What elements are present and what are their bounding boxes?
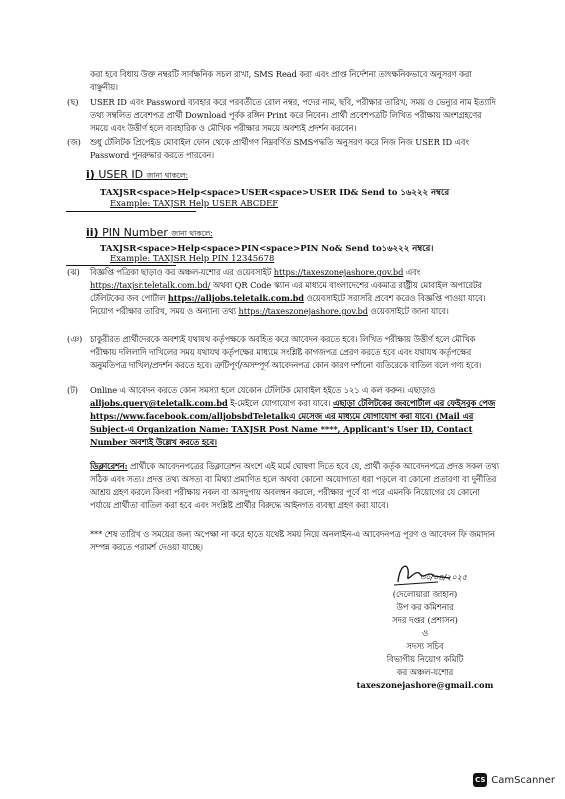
jha-link-4[interactable]: https://taxeszonejashore.gov.bd bbox=[238, 306, 368, 316]
item-ta-text bbox=[90, 384, 500, 449]
pin-sms-example: Example: TAXJSR Help PIN 12345678 bbox=[110, 254, 275, 264]
user-id-sms-example: Example: TAXJSR Help USER ABCDEF bbox=[110, 199, 279, 209]
user-id-heading-label: USER ID bbox=[98, 168, 144, 181]
camscanner-text: CamScanner bbox=[491, 774, 555, 786]
item-chha-text: USER ID এবং Password ব্যবহার করে পরবর্তীতে রোল নম্বর, পদের নাম, ছবি, পরীক্ষার তারিখ, সময় ও ভেন্যুর নাম ইত্যাদি তথ্য সম্বলিত প্রবেশপত্র প্রার্থী Download পূর্বক রঙ্গিন Print করে নিবেন। প্রার্থী প্রবেশপত্রটি লিখিত পরীক্ষায় অংশগ্রহণের সময়ে এবং উত্তীর্ণ হলে ব্যবহারিক ও মৌখিক পরীক্ষার সময়ে অবশ্যই প্রদর্শন করবেন। bbox=[90, 97, 496, 133]
jha-link-1[interactable]: https://taxeszonejashore.gov.bd bbox=[273, 267, 404, 277]
jha-link-3[interactable]: https://alljobs.teletalk.com.bd bbox=[167, 293, 305, 303]
declaration-paragraph bbox=[90, 460, 500, 512]
item-label-nya: (ঞ) bbox=[67, 334, 83, 344]
signatory-title-2: সদর দপ্তর (প্রশাসন) bbox=[392, 615, 458, 625]
item-jha-text bbox=[90, 266, 500, 318]
camscanner-icon: CS bbox=[473, 773, 487, 787]
signatory-title-1: উপ কর কমিশনার bbox=[396, 602, 454, 612]
pin-heading bbox=[86, 226, 213, 241]
jha-text-c: অথবা QR Code স্ক্যান এর মাধ্যমে বাংলাদেশের একমাত্র রাষ্ট্রীয় মোবাইল অপারেটর টেলিটকের জব পোর্টাল bbox=[90, 280, 482, 303]
ta-email-link[interactable]: alljobs.query@teletalk.com.bd bbox=[90, 398, 228, 408]
item-label-jha: (ঝ) bbox=[67, 267, 80, 277]
jha-text-e: ওয়েবসাইটে জানা যাবে। bbox=[367, 306, 449, 316]
signatory-title-5: কর অঞ্চল-যশোর bbox=[396, 667, 454, 677]
item-label-chha: (ছ) bbox=[67, 97, 79, 107]
pin-heading-suffix: জানা থাকলে: bbox=[171, 229, 213, 238]
jha-text-d: ওয়েবসাইটে সরাসরি প্রবেশ করেও বিজ্ঞপ্তি পাওয়া যাবে। নিয়োগ পরীক্ষার তারিখ, সময় ও অন্যান্য তথ্য bbox=[90, 293, 486, 316]
pin-heading-num: ii) bbox=[86, 226, 99, 239]
signatory-title-3: সদস্য সচিব bbox=[406, 641, 444, 651]
signatory-title-4: বিভাগীয় নিয়োগ কমিটি bbox=[386, 654, 464, 664]
ta-text-a: Online এ আবেদন করতে কোন সমস্যা হলে যেকোন টেলিটক মোবাইল হইতে ১২১ এ কল করুন। এছাড়াও bbox=[90, 385, 436, 395]
ta-text-c: এছাড়া টেলিটকের জবপোর্টাল এর ফেইসবুক পেজ https://www.facebook.com/alljobsbdTeletalkএ মেসেজ এর মাধ্যমে যোগাযোগ করা যাবে। (Mail এর Subject-এ Organization Name: TAXJSR Post Name ****, Applicant's User ID, Contact Number অবশ্যই উল্লেখ করতে হবে। bbox=[90, 398, 496, 447]
declaration-label: ডিক্লারেশন: bbox=[90, 461, 128, 471]
footnote: *** শেষ তারিখ ও সময়ের জন্য অপেক্ষা না করে হাতে যথেষ্ট সময় নিয়ে অনলাইন-এ আবেদনপত্র পূরণ ও আবেদন ফি জমাদান সম্পন্ন করতে পরামর্শ দেওয়া যাচ্ছে। bbox=[90, 529, 495, 552]
pin-sms-command: TAXJSR<space>Help<space>PIN<space>PIN No& Send to১৬২২২ নম্বরে। bbox=[100, 244, 434, 254]
declaration-text: প্রার্থীকে আবেদনপত্রের ডিক্লারেশন অংশে এই মর্মে ঘোষণা দিতে হবে যে, প্রার্থী কর্তৃক আবেদনপত্রে প্রদত্ত সকল তথ্য সঠিক এবং সত্য। প্রদত্ত তথ্য অসত্য বা মিথ্যা প্রমাণিত হলে অথবা কোনো অযোগ্যতা ধরা পড়লে বা কোনো প্রতারণা বা দুর্নীতির আশ্রয় গ্রহণ করলে কিংবা পরীক্ষায় নকল বা অসদুপায় অবলম্বন করলে, পরীক্ষার পূর্বে বা পরে এমনকি নিয়োগের যে কোনো পর্যায়ে প্রার্থীতা বাতিল করা হবে এবং সংশ্লিষ্ট প্রার্থীর বিরুদ্ধে আইনগত ব্যবস্থা গ্রহণ করা যাবে। bbox=[90, 461, 500, 510]
ta-text-b: ই-মেইলে যোগাযোগ করা যাবে। bbox=[227, 398, 334, 408]
jha-text-b: এবং bbox=[403, 267, 421, 277]
user-id-heading-suffix: জানা থাকলে: bbox=[146, 171, 188, 180]
item-nya-text: চাকুরীরত প্রার্থীদেরকে অবশ্যই যথাযথ কর্তৃপক্ষকে অবহিত করে আবেদন করতে হবে। লিখিত পরীক্ষায় উত্তীর্ণ হলে মৌখিক পরীক্ষায় দলিলাদি দাখিলের সময় যথাযথ কর্তৃপক্ষের মাধ্যমে সংশ্লিষ্ট কাগজপত্র প্রেরণ করতে হবে এবং যথাযথ কর্তৃপক্ষের অনুমতিপত্র দাখিল/প্রদর্শন করতে হবে। ত্রুটিপূর্ণ/অসম্পূর্ণ আবেদনপত্র কোন কারণ দর্শানো ব্যতিরেকে বাতিল বলে গণ্য হবে। bbox=[90, 334, 482, 370]
pin-heading-label: PIN Number bbox=[102, 226, 168, 239]
user-id-sms-command: TAXJSR<space>Help<space>USER<space>USER ID& Send to ১৬২২২ নম্বরে bbox=[100, 188, 450, 198]
signatory-email[interactable]: taxeszonejashore@gmail.com bbox=[356, 680, 494, 690]
jha-link-2[interactable]: https://taxjsr.teletalk.com.bd/ bbox=[90, 280, 211, 290]
item-label-ja: (জ) bbox=[67, 137, 81, 147]
item-label-ta: (ট) bbox=[67, 385, 78, 395]
signatory-and: ও bbox=[421, 628, 429, 638]
user-id-divider bbox=[66, 211, 196, 212]
signatory-name: (দেলোয়ারা জাহান) bbox=[392, 589, 458, 599]
camscanner-watermark bbox=[473, 773, 555, 787]
item-ja-text: শুধু টেলিটক প্রিপেইড মোবাইল ফোন থেকে প্রার্থীগণ নিম্নবর্ণিত SMSপদ্ধতি অনুসরণ করে নিজ নিজ USER ID এবং Password পুনরুদ্ধার করতে পারবেন। bbox=[90, 137, 469, 160]
user-id-heading bbox=[86, 168, 188, 183]
intro-continuation: করা হবে বিধায় উক্ত নম্বরটি সার্বক্ষনিক সচল রাখা, SMS Read করা এবং প্রাপ্ত নির্দেশনা তাৎক্ষনিকভাবে অনুসরণ করা বাঞ্ছনীয়। bbox=[90, 69, 472, 92]
jha-text-a: বিজ্ঞপ্তি পত্রিকা ছাড়াও কর অঞ্চল-যশোর এর ওয়েবসাইট bbox=[90, 267, 274, 277]
signature-date: ৩০/০৪/২০২৫ bbox=[420, 573, 467, 582]
user-id-heading-num: i) bbox=[86, 168, 95, 181]
